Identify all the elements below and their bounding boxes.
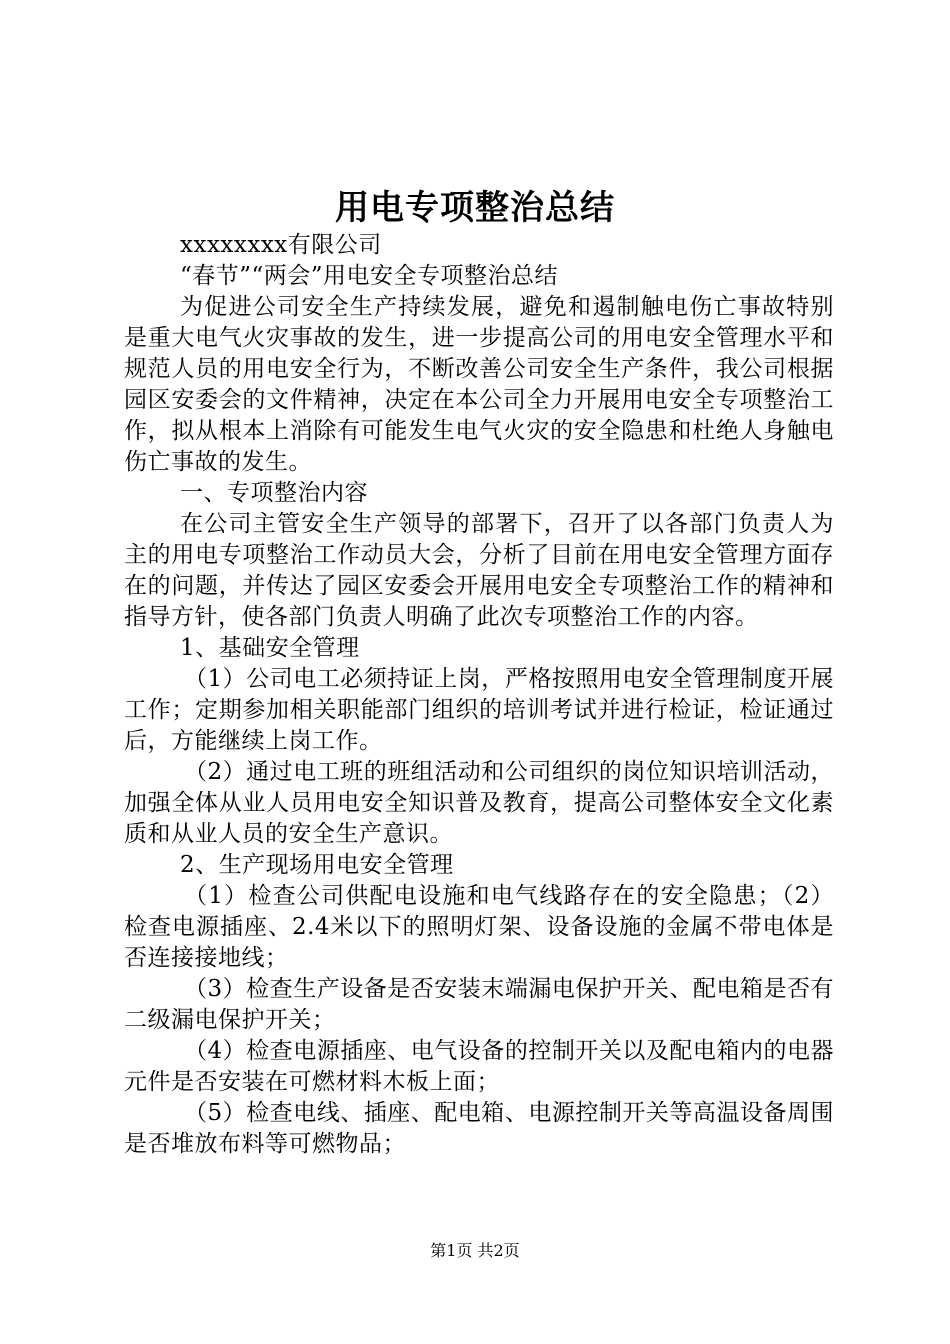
list-item: （4）检查电源插座、电气设备的控制开关以及配电箱内的电器元件是否安装在可燃材料木板上面； xyxy=(124,1038,834,1095)
list-item: （3）检查生产设备是否安装末端漏电保护开关、配电箱是否有二级漏电保护开关； xyxy=(124,976,834,1033)
intro-paragraph: 为促进公司安全生产持续发展，避免和遏制触电伤亡事故特别是重大电气火灾事故的发生，进一步提高公司的用电安全管理水平和规范人员的用电安全行为，不断改善公司安全生产条件，我公司根据园区安委会的文件精神，决定在本公司全力开展用电安全专项整治工作，拟从根本上消除有可能发生电气火灾的安全隐患和杜绝人身触电伤亡事故的发生。 xyxy=(124,294,834,475)
subsection-heading: 1、基础安全管理 xyxy=(180,635,360,661)
company-name: xxxxxxxx有限公司 xyxy=(180,232,382,258)
list-item: （1）检查公司供配电设施和电气线路存在的安全隐患；（2）检查电源插座、2.4米以下的照明灯架、设备设施的金属不带电体是否连接接地线； xyxy=(124,883,834,971)
section-heading: 一、专项整治内容 xyxy=(180,480,368,506)
subsection-heading: 2、生产现场用电安全管理 xyxy=(180,852,454,878)
page-footer: 第1页 共2页 xyxy=(430,1241,520,1260)
list-item: （5）检查电线、插座、配电箱、电源控制开关等高温设备周围是否堆放布料等可燃物品； xyxy=(124,1100,834,1157)
page-title: 用电专项整治总结 xyxy=(335,188,615,228)
list-item: （1）公司电工必须持证上岗，严格按照用电安全管理制度开展工作；定期参加相关职能部门组织的培训考试并进行检证，检证通过后，方能继续上岗工作。 xyxy=(124,666,834,754)
document-body xyxy=(124,230,834,1160)
body-paragraph: 在公司主管安全生产领导的部署下，召开了以各部门负责人为主的用电专项整治工作动员大会，分析了目前在用电安全管理方面存在的问题，并传达了园区安委会开展用电安全专项整治工作的精神和指导方针，使各部门负责人明确了此次专项整治工作的内容。 xyxy=(124,511,834,630)
summary-subtitle: “春节”“两会”用电安全专项整治总结 xyxy=(180,263,559,289)
list-item: （2）通过电工班的班组活动和公司组织的岗位知识培训活动，加强全体从业人员用电安全知识普及教育，提高公司整体安全文化素质和从业人员的安全生产意识。 xyxy=(124,759,834,847)
